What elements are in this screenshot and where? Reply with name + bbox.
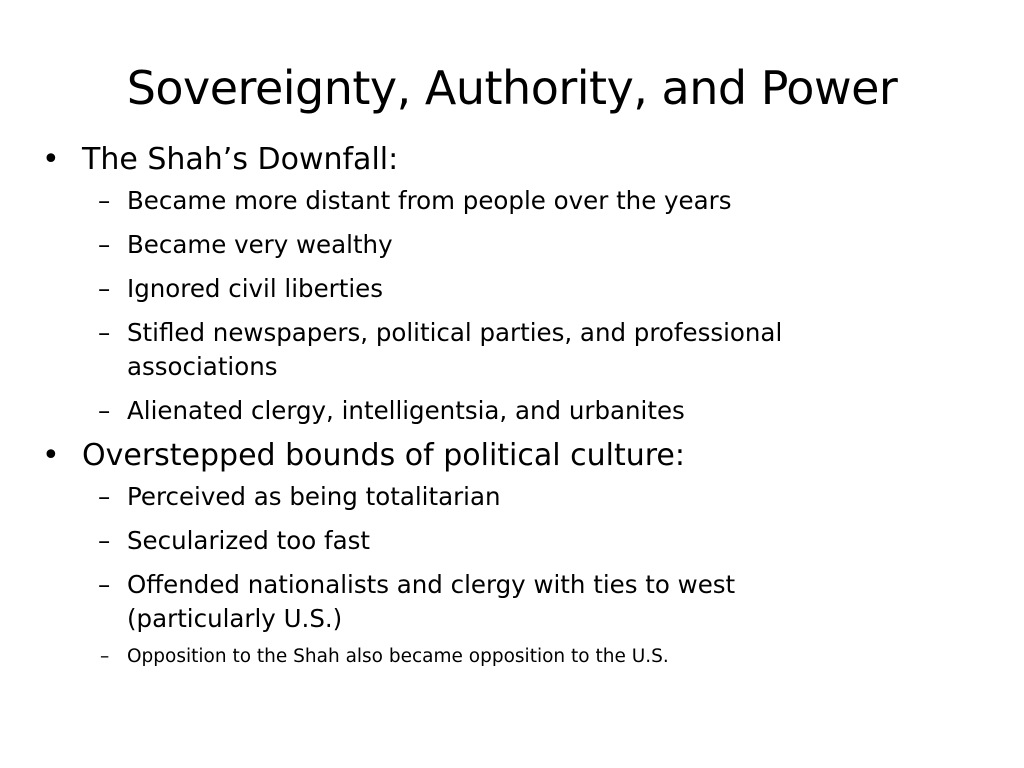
sub-list-downfall bbox=[40, 184, 1000, 428]
sub-item bbox=[40, 394, 987, 428]
sub-item-text: Alienated clergy, intelligentsia, and urbanites bbox=[127, 396, 685, 425]
dash-icon: – bbox=[98, 570, 111, 599]
sub-item bbox=[40, 272, 827, 306]
sub-item-text: Perceived as being totalitarian bbox=[127, 482, 501, 511]
dash-icon: – bbox=[98, 318, 111, 347]
sub-item-text: Opposition to the Shah also became opposition to the U.S. bbox=[127, 646, 669, 667]
sub-item-text: Became more distant from people over the years bbox=[127, 186, 732, 215]
dash-icon: – bbox=[100, 646, 110, 667]
bullet-political-culture bbox=[40, 438, 1000, 474]
slide-title: Sovereignty, Authority, and Power bbox=[126, 61, 898, 115]
bullet-dot-icon: • bbox=[42, 142, 60, 177]
bullet-dot-icon: • bbox=[42, 438, 60, 473]
sub-item bbox=[40, 228, 827, 262]
dash-icon: – bbox=[98, 230, 111, 259]
bullet-heading: Overstepped bounds of political culture: bbox=[82, 438, 685, 473]
dash-icon: – bbox=[98, 526, 111, 555]
sub-item bbox=[40, 524, 827, 558]
dash-icon: – bbox=[98, 186, 111, 215]
sub-item-text: Became very wealthy bbox=[127, 230, 393, 259]
sub-item bbox=[40, 480, 827, 514]
sub-item bbox=[40, 644, 987, 670]
sub-item-text: Offended nationalists and clergy with ties to west (particularly U.S.) bbox=[127, 570, 736, 633]
sub-list-political-culture bbox=[40, 480, 1000, 670]
sub-item-text: Secularized too fast bbox=[127, 526, 370, 555]
dash-icon: – bbox=[98, 482, 111, 511]
sub-item-text: Ignored civil liberties bbox=[127, 274, 383, 303]
dash-icon: – bbox=[98, 274, 111, 303]
sub-item bbox=[40, 568, 827, 636]
bullet-heading: The Shah’s Downfall: bbox=[82, 142, 399, 177]
dash-icon: – bbox=[98, 396, 111, 425]
sub-item bbox=[40, 316, 827, 384]
slide-body bbox=[40, 142, 1000, 680]
sub-item bbox=[40, 184, 827, 218]
sub-item-text: Stifled newspapers, political parties, and professional associations bbox=[127, 318, 783, 381]
bullet-shahs-downfall bbox=[40, 142, 1000, 178]
